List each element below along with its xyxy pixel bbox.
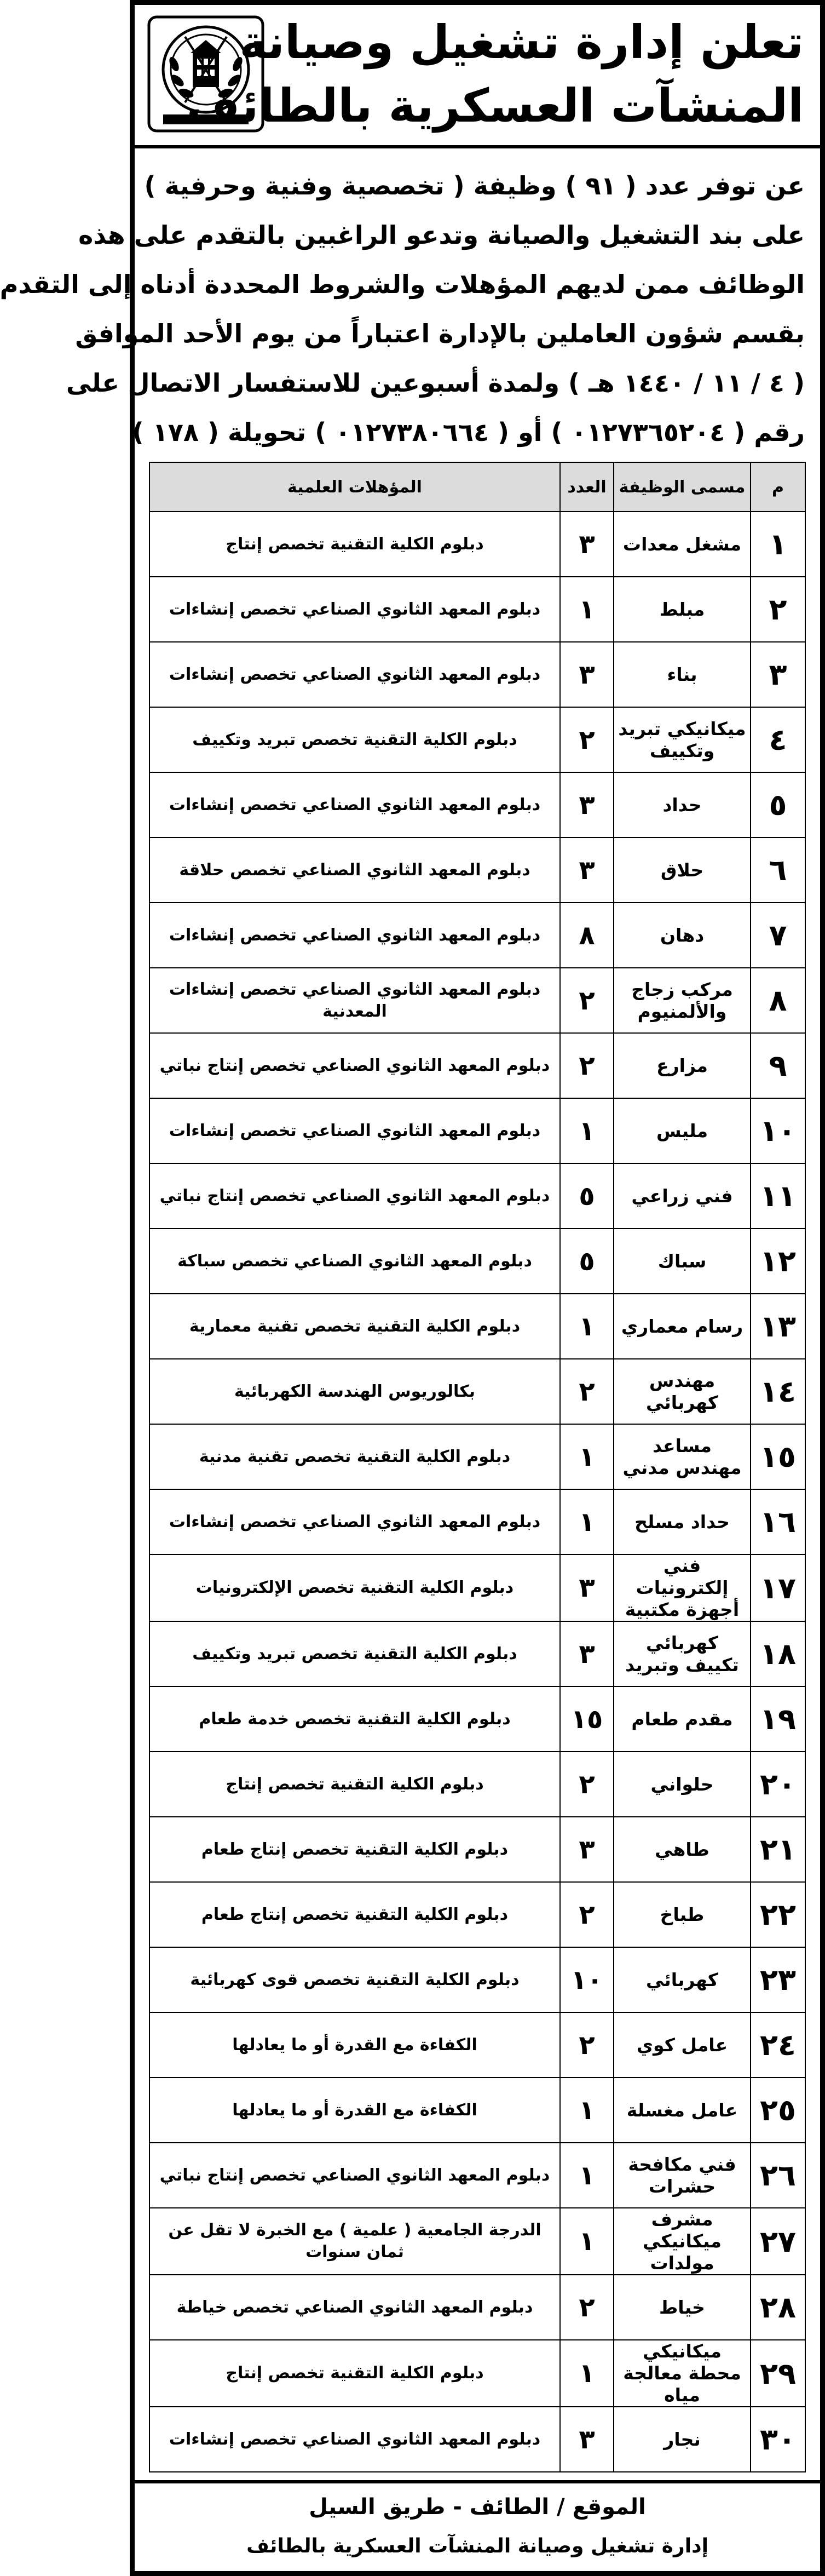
table-row — [149, 772, 805, 837]
title-line-2: المنشآت العسكرية بالطائف — [186, 79, 804, 133]
table-row — [149, 1098, 805, 1163]
row-number: ٣ — [751, 642, 805, 707]
row-qualification: دبلوم الكلية التقنية تخصص الإلكترونيات — [149, 1554, 560, 1621]
row-job-title: دهان — [614, 903, 751, 968]
table-row — [149, 1163, 805, 1229]
table-row — [149, 1882, 805, 1947]
row-count: ٨ — [560, 903, 614, 968]
row-number: ١٠ — [751, 1098, 805, 1163]
row-job-title: مشغل معدات — [614, 512, 751, 577]
row-number: ١٨ — [751, 1621, 805, 1686]
intro-paragraph — [0, 161, 805, 457]
row-job-title: مساعد مهندس مدني — [614, 1424, 751, 1489]
table-row — [149, 1817, 805, 1882]
row-qualification: دبلوم الكلية التقنية تخصص إنتاج — [149, 512, 560, 577]
row-count: ١ — [560, 1424, 614, 1489]
table-row — [149, 707, 805, 772]
row-number: ٢ — [751, 577, 805, 642]
row-count: ١ — [560, 1489, 614, 1554]
row-qualification: دبلوم الكلية التقنية تخصص قوى كهربائية — [149, 1947, 560, 2012]
row-job-title: رسام معماري — [614, 1294, 751, 1359]
intro-line: بقسم شؤون العاملين بالإدارة اعتباراً من يوم الأحد الموافق — [75, 319, 805, 348]
row-count: ٢ — [560, 968, 614, 1033]
row-job-title: مقدم طعام — [614, 1686, 751, 1752]
table-row — [149, 1686, 805, 1752]
row-number: ١ — [751, 512, 805, 577]
row-count: ٢ — [560, 1033, 614, 1098]
row-number: ٢٤ — [751, 2012, 805, 2078]
row-qualification: دبلوم المعهد الثانوي الصناعي تخصص حلاقة — [149, 837, 560, 903]
row-job-title: مليس — [614, 1098, 751, 1163]
row-number: ٨ — [751, 968, 805, 1033]
row-qualification: دبلوم الكلية التقنية تخصص تبريد وتكييف — [149, 1621, 560, 1686]
row-job-title: مشرف ميكانيكي مولدات — [614, 2208, 751, 2275]
row-count: ٢ — [560, 1359, 614, 1424]
row-number: ١٤ — [751, 1359, 805, 1424]
row-qualification: دبلوم المعهد الثانوي الصناعي تخصص إنتاج نباتي — [149, 1033, 560, 1098]
row-job-title: طاهي — [614, 1817, 751, 1882]
row-count: ٣ — [560, 1554, 614, 1621]
row-qualification: الكفاءة مع القدرة أو ما يعادلها — [149, 2078, 560, 2143]
table-row — [149, 577, 805, 642]
header — [135, 5, 820, 148]
row-number: ٢٩ — [751, 2340, 805, 2407]
row-count: ١٥ — [560, 1686, 614, 1752]
row-count: ١ — [560, 577, 614, 642]
table-row — [149, 837, 805, 903]
row-count: ٣ — [560, 642, 614, 707]
row-number: ٣٠ — [751, 2407, 805, 2472]
row-job-title: عامل كوي — [614, 2012, 751, 2078]
row-count: ٢ — [560, 2275, 614, 2340]
row-qualification: دبلوم المعهد الثانوي الصناعي تخصص إنشاءات — [149, 1098, 560, 1163]
row-job-title: فني زراعي — [614, 1163, 751, 1229]
intro-line: عن توفر عدد ( ٩١ ) وظيفة ( تخصصية وفنية وحرفية ) — [144, 171, 805, 200]
table-row — [149, 1752, 805, 1817]
row-number: ٦ — [751, 837, 805, 903]
row-qualification: بكالوريوس الهندسة الكهربائية — [149, 1359, 560, 1424]
row-qualification: دبلوم المعهد الثانوي الصناعي تخصص إنتاج نباتي — [149, 1163, 560, 1229]
footer-organization: إدارة تشغيل وصيانة المنشآت العسكرية بالطائف — [246, 2535, 708, 2557]
table-row — [149, 1947, 805, 2012]
row-count: ٥ — [560, 1163, 614, 1229]
row-count: ٣ — [560, 512, 614, 577]
row-count: ١ — [560, 2143, 614, 2208]
table-row — [149, 2208, 805, 2275]
row-count: ٣ — [560, 1817, 614, 1882]
table-row — [149, 1621, 805, 1686]
row-number: ١٧ — [751, 1554, 805, 1621]
jobs-table-wrapper — [149, 462, 806, 2472]
row-count: ٣ — [560, 2407, 614, 2472]
row-qualification: دبلوم الكلية التقنية تخصص خدمة طعام — [149, 1686, 560, 1752]
row-job-title: مهندس كهربائي — [614, 1359, 751, 1424]
row-qualification: دبلوم المعهد الثانوي الصناعي تخصص إنشاءات — [149, 577, 560, 642]
row-count: ٢ — [560, 1752, 614, 1817]
row-job-title: طباخ — [614, 1882, 751, 1947]
header-job-title: مسمى الوظيفة — [614, 462, 751, 512]
row-qualification: دبلوم المعهد الثانوي الصناعي تخصص إنشاءات — [149, 1489, 560, 1554]
table-header-row — [149, 462, 805, 512]
row-number: ٤ — [751, 707, 805, 772]
row-qualification: دبلوم المعهد الثانوي الصناعي تخصص إنشاءات — [149, 2407, 560, 2472]
row-count: ٣ — [560, 837, 614, 903]
header-qualification: المؤهلات العلمية — [149, 462, 560, 512]
row-number: ٢٧ — [751, 2208, 805, 2275]
table-row — [149, 2275, 805, 2340]
row-number: ٥ — [751, 772, 805, 837]
row-qualification: دبلوم المعهد الثانوي الصناعي تخصص إنشاءات — [149, 642, 560, 707]
row-job-title: فني مكافحة حشرات — [614, 2143, 751, 2208]
row-number: ١١ — [751, 1163, 805, 1229]
row-count: ١ — [560, 1098, 614, 1163]
table-row — [149, 2407, 805, 2472]
row-job-title: مزارع — [614, 1033, 751, 1098]
row-count: ١٠ — [560, 1947, 614, 2012]
row-qualification: دبلوم المعهد الثانوي الصناعي تخصص إنشاءات المعدنية — [149, 968, 560, 1033]
row-number: ١٣ — [751, 1294, 805, 1359]
jobs-table — [149, 462, 806, 2472]
row-job-title: كهربائي تكييف وتبريد — [614, 1621, 751, 1686]
row-number: ٧ — [751, 903, 805, 968]
table-row — [149, 1424, 805, 1489]
table-row — [149, 1229, 805, 1294]
row-qualification: الدرجة الجامعية ( علمية ) مع الخبرة لا تقل عن ثمان سنوات — [149, 2208, 560, 2275]
row-qualification: دبلوم الكلية التقنية تخصص إنتاج — [149, 2340, 560, 2407]
table-row — [149, 1554, 805, 1621]
row-number: ٢٦ — [751, 2143, 805, 2208]
table-row — [149, 903, 805, 968]
row-qualification: دبلوم الكلية التقنية تخصص تبريد وتكييف — [149, 707, 560, 772]
table-row — [149, 2340, 805, 2407]
row-qualification: دبلوم المعهد الثانوي الصناعي تخصص إنتاج نباتي — [149, 2143, 560, 2208]
title-line-1: تعلن إدارة تشغيل وصيانة — [239, 15, 804, 69]
row-number: ٢١ — [751, 1817, 805, 1882]
table-row — [149, 968, 805, 1033]
table-row — [149, 2143, 805, 2208]
row-count: ١ — [560, 2340, 614, 2407]
row-number: ٢٥ — [751, 2078, 805, 2143]
row-number: ٢٠ — [751, 1752, 805, 1817]
table-row — [149, 1359, 805, 1424]
table-row — [149, 1033, 805, 1098]
table-row — [149, 1294, 805, 1359]
row-qualification: دبلوم الكلية التقنية تخصص إنتاج طعام — [149, 1817, 560, 1882]
row-job-title: سباك — [614, 1229, 751, 1294]
table-row — [149, 1489, 805, 1554]
row-qualification: الكفاءة مع القدرة أو ما يعادلها — [149, 2012, 560, 2078]
row-job-title: ميكانيكي تبريد وتكييف — [614, 707, 751, 772]
row-job-title: كهربائي — [614, 1947, 751, 2012]
row-number: ١٦ — [751, 1489, 805, 1554]
row-job-title: خياط — [614, 2275, 751, 2340]
row-job-title: حداد — [614, 772, 751, 837]
intro-line: رقم ( ٠١٢٧٣٦٥٢٠٤ ) أو ( ٠١٢٧٣٨٠٦٦٤ ) تحويلة ( ١٧٨ ) — [132, 417, 805, 447]
row-number: ١٩ — [751, 1686, 805, 1752]
row-number: ١٢ — [751, 1229, 805, 1294]
intro-line: ( ٤ / ١١ / ١٤٤٠ هـ ) ولمدة أسبوعين للاستفسار الاتصال على — [66, 368, 805, 398]
row-count: ١ — [560, 2208, 614, 2275]
row-count: ٢ — [560, 1882, 614, 1947]
header-number: م — [751, 462, 805, 512]
row-number: ٢٣ — [751, 1947, 805, 2012]
row-job-title: حلواني — [614, 1752, 751, 1817]
row-number: ٩ — [751, 1033, 805, 1098]
row-job-title: عامل مغسلة — [614, 2078, 751, 2143]
row-job-title: فني إلكترونيات أجهزة مكتبية — [614, 1554, 751, 1621]
row-qualification: دبلوم المعهد الثانوي الصناعي تخصص إنشاءات — [149, 903, 560, 968]
header-count: العدد — [560, 462, 614, 512]
row-count: ٥ — [560, 1229, 614, 1294]
table-row — [149, 512, 805, 577]
row-count: ٢ — [560, 707, 614, 772]
row-count: ٣ — [560, 772, 614, 837]
table-row — [149, 642, 805, 707]
row-number: ٢٨ — [751, 2275, 805, 2340]
row-job-title: حلاق — [614, 837, 751, 903]
row-number: ٢٢ — [751, 1882, 805, 1947]
row-job-title: حداد مسلح — [614, 1489, 751, 1554]
row-job-title: مبلط — [614, 577, 751, 642]
row-qualification: دبلوم المعهد الثانوي الصناعي تخصص إنشاءات — [149, 772, 560, 837]
row-qualification: دبلوم الكلية التقنية تخصص إنتاج طعام — [149, 1882, 560, 1947]
table-row — [149, 2078, 805, 2143]
row-job-title: نجار — [614, 2407, 751, 2472]
row-job-title: بناء — [614, 642, 751, 707]
intro-line: الوظائف ممن لديهم المؤهلات والشروط المحددة أدناه إلى التقدم — [0, 269, 805, 299]
table-row — [149, 2012, 805, 2078]
row-count: ١ — [560, 1294, 614, 1359]
row-count: ٢ — [560, 2012, 614, 2078]
row-job-title: ميكانيكي محطة معالجة مياه — [614, 2340, 751, 2407]
row-qualification: دبلوم المعهد الثانوي الصناعي تخصص سباكة — [149, 1229, 560, 1294]
footer — [135, 2480, 820, 2571]
row-qualification: دبلوم المعهد الثانوي الصناعي تخصص خياطة — [149, 2275, 560, 2340]
intro-line: على بند التشغيل والصيانة وتدعو الراغبين بالتقدم على هذه — [78, 220, 805, 250]
footer-location: الموقع / الطائف - طريق السيل — [309, 2494, 646, 2520]
row-qualification: دبلوم الكلية التقنية تخصص إنتاج — [149, 1752, 560, 1817]
title-block — [186, 10, 804, 137]
row-count: ٣ — [560, 1621, 614, 1686]
row-qualification: دبلوم الكلية التقنية تخصص تقنية معمارية — [149, 1294, 560, 1359]
row-job-title: مركب زجاج والألمنيوم — [614, 968, 751, 1033]
row-count: ١ — [560, 2078, 614, 2143]
row-qualification: دبلوم الكلية التقنية تخصص تقنية مدنية — [149, 1424, 560, 1489]
row-number: ١٥ — [751, 1424, 805, 1489]
